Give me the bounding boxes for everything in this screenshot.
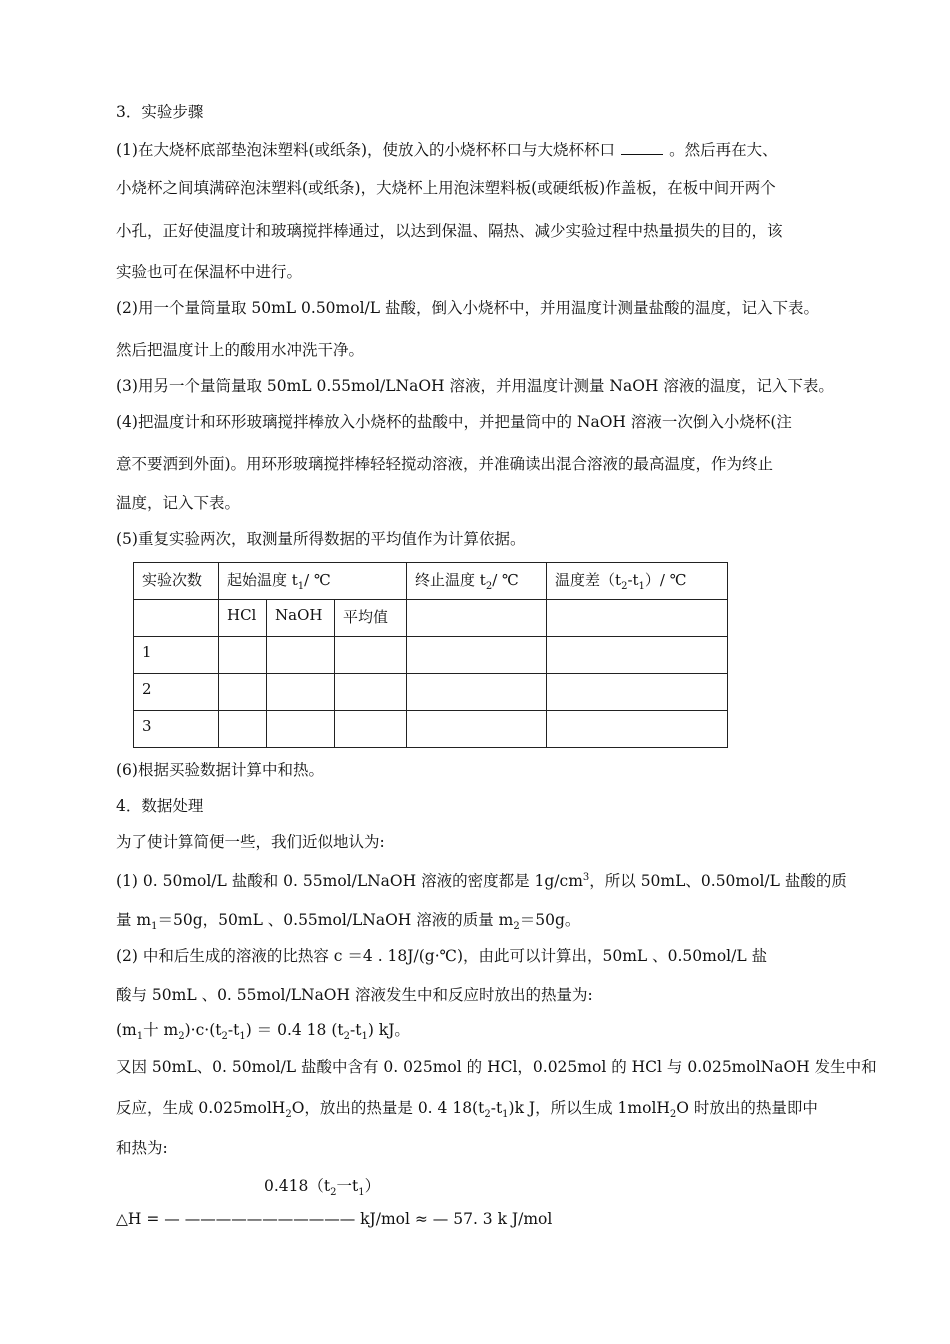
table-cell[interactable] (219, 674, 267, 711)
enthalpy-formula: △H = — ——————————— kJ/mol ≈ — 57. 3 k J/mol (116, 1210, 553, 1228)
point-1-line-1: (1) 0. 50mol/L 盐酸和 0. 55mol/LNaOH 溶液的密度都是 $1g/cm^3$，所以 50mL、0.50mol/L 盐酸的质 (116, 872, 847, 891)
row-number: 1 (134, 637, 219, 674)
step-1-line-2: 小烧杯之间填满碎泡沫塑料(或纸条)，大烧杯上用泡沫塑料板(或硬纸板)作盖板，在板中间开两个 (116, 179, 776, 197)
step-5-line: (5)重复实验两次，取测量所得数据的平均值作为计算依据。 (116, 530, 526, 548)
table-cell (134, 600, 219, 637)
subheader-average: 平均值 (335, 600, 407, 637)
row-number: 3 (134, 711, 219, 748)
table-cell[interactable] (267, 711, 335, 748)
table-cell[interactable] (547, 674, 728, 711)
step-4-line-2: 意不要洒到外面)。用环形玻璃搅拌棒轻轻搅动溶液，并准确读出混合溶液的最高温度，作为终止 (116, 455, 774, 473)
table-subheader-row (134, 600, 728, 637)
header-temp-diff: 温度差$(t_2-t_1)/$ ℃ (547, 563, 728, 600)
header-end-temp: 终止温度 $t_2/$ ℃ (407, 563, 547, 600)
step-3-line: (3)用另一个量筒量取 50mL 0.55mol/LNaOH 溶液，并用温度计测量 NaOH 溶液的温度，记入下表。 (116, 377, 834, 395)
step-1-line-4: 实验也可在保温杯中进行。 (116, 263, 303, 281)
formula-numerator: $0.418(t_2$一$t_1$） (264, 1177, 381, 1199)
point-3-line-1: 又因 50mL、0. 50mol/L 盐酸中含有 0. 025mol 的 HCl，0.025mol 的 HCl 与 0.025molNaOH 发生中和 (116, 1058, 877, 1076)
table-cell[interactable] (335, 637, 407, 674)
table-cell[interactable] (335, 711, 407, 748)
point-3-line-3: 和热为: (116, 1139, 168, 1157)
step-2-line-1: (2)用一个量筒量取 50mL 0.50mol/L 盐酸，倒入小烧杯中，并用温度计测量盐酸的温度，记入下表。 (116, 299, 819, 317)
fill-in-blank[interactable] (621, 140, 663, 155)
table-cell[interactable] (267, 637, 335, 674)
step-1-line-1: (1)在大烧杯底部垫泡沫塑料(或纸条)，使放入的小烧杯杯口与大烧杯杯口 。然后再在大、 (116, 141, 778, 159)
table-row (134, 711, 728, 748)
table-cell[interactable] (407, 711, 547, 748)
data-intro: 为了使计算简便一些，我们近似地认为: (116, 833, 385, 851)
table-cell[interactable] (547, 711, 728, 748)
point-1-line-2: 量 $m_1=50g$，50mL 、0.55mol/LNaOH 溶液的质量 $m_2=50g$。 (116, 911, 581, 933)
section-heading-data: 4．数据处理 (116, 797, 204, 815)
table-cell[interactable] (335, 674, 407, 711)
step-6-line: (6)根据买验数据计算中和热。 (116, 761, 324, 779)
step-2-line-2: 然后把温度计上的酸用水冲洗干净。 (116, 341, 365, 359)
table-cell[interactable] (407, 674, 547, 711)
table-cell[interactable] (219, 637, 267, 674)
table-cell[interactable] (547, 637, 728, 674)
data-table (133, 562, 728, 748)
subheader-naoh: NaOH (267, 600, 335, 637)
row-number: 2 (134, 674, 219, 711)
subheader-hcl: HCl (219, 600, 267, 637)
table-row (134, 674, 728, 711)
step-1-line-3: 小孔，正好使温度计和玻璃搅拌棒通过，以达到保温、隔热、减少实验过程中热量损失的目的，该 (116, 222, 783, 240)
heat-formula: ($m_1$十 $m_2)\cdot c\cdot(t_2-t_1) = 0.4$ 18 $(t_2-t_1)$ kJ。 (116, 1021, 410, 1043)
header-trials: 实验次数 (134, 563, 219, 600)
table-row (134, 637, 728, 674)
section-heading-steps: 3．实验步骤 (116, 103, 204, 121)
table-cell[interactable] (407, 637, 547, 674)
table-header-row (134, 563, 728, 600)
table-cell (547, 600, 728, 637)
step-4-line-3: 温度，记入下表。 (116, 494, 241, 512)
step-4-line-1: (4)把温度计和环形玻璃搅拌棒放入小烧杯的盐酸中，并把量筒中的 NaOH 溶液一次倒入小烧杯(注 (116, 413, 792, 431)
table-cell[interactable] (267, 674, 335, 711)
header-start-temp: 起始温度 $t_1/$ ℃ (219, 563, 407, 600)
table-cell (407, 600, 547, 637)
table-cell[interactable] (219, 711, 267, 748)
point-2-line-1: (2) 中和后生成的溶液的比热容 c ＝4 . 18J/(g·℃)，由此可以计算出，50mL 、0.50mol/L 盐 (116, 947, 768, 965)
point-2-line-2: 酸与 50mL 、0. 55mol/LNaOH 溶液发生中和反应时放出的热量为: (116, 986, 593, 1004)
point-3-line-2: 反应，生成 0.025molH$_2$O，放出的热量是 0. 4 $18(t_2-t_1)k$ J，所以生成 1molH$_2$O 时放出的热量即中 (116, 1099, 818, 1121)
